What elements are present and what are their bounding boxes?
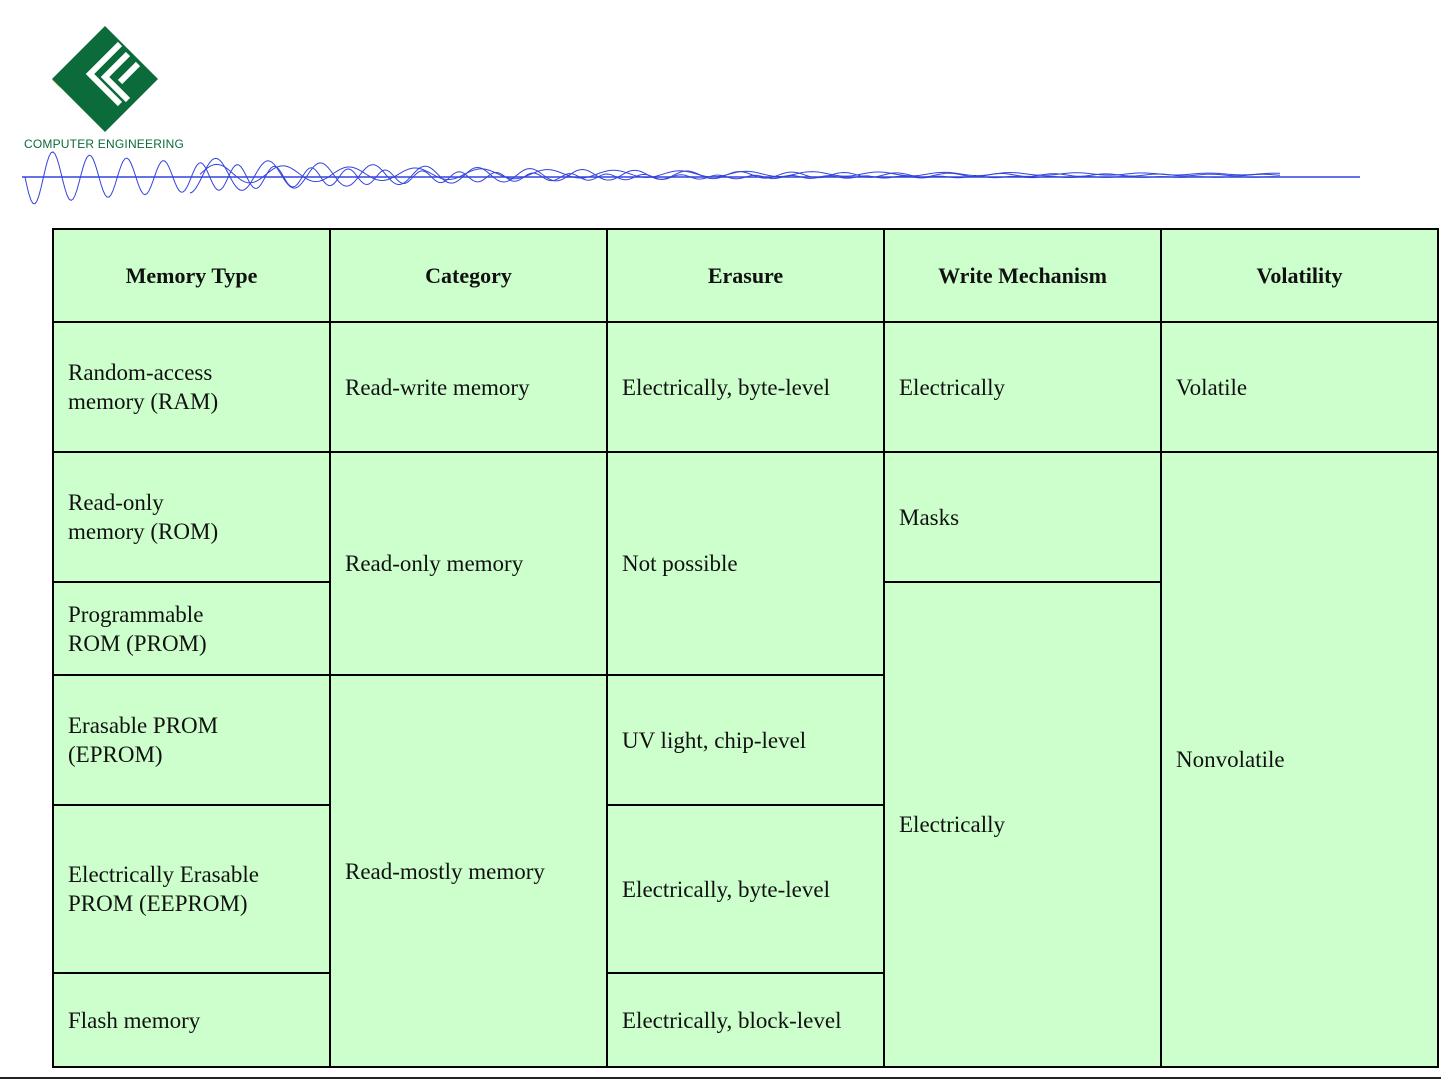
erasure-cell xyxy=(607,805,884,973)
category-cell xyxy=(330,322,607,452)
write-mechanism-cell xyxy=(884,452,1161,582)
erasure-ram: Electrically, byte-level xyxy=(622,374,830,400)
memory-type-cell xyxy=(53,322,330,452)
category-read-write: Read-write memory xyxy=(345,374,530,400)
table-row xyxy=(53,322,1438,452)
erasure-flash: Electrically, block-level xyxy=(622,1007,842,1033)
erasure-cell xyxy=(607,675,884,805)
bottom-divider xyxy=(0,1077,1441,1079)
memory-type-flash: Flash memory xyxy=(68,1007,201,1033)
memory-type-rom: Read-only memory (ROM) xyxy=(68,490,219,544)
memory-type-eeprom: Electrically Erasable PROM (EEPROM) xyxy=(68,862,259,916)
table-header-row xyxy=(53,229,1438,322)
category-read-mostly: Read-mostly memory xyxy=(345,858,545,884)
ce-logo-icon xyxy=(50,24,160,134)
logo xyxy=(22,20,192,155)
header-category: Category xyxy=(330,229,607,322)
logo-text: COMPUTER ENGINEERING xyxy=(24,137,185,151)
erasure-cell xyxy=(607,973,884,1067)
write-ram: Electrically xyxy=(899,374,1005,400)
erasure-cell xyxy=(607,452,884,675)
memory-type-cell xyxy=(53,973,330,1067)
write-mechanism-cell xyxy=(884,582,1161,1067)
volatility-cell xyxy=(1161,322,1438,452)
volatility-cell xyxy=(1161,452,1438,1067)
table-row xyxy=(53,452,1438,582)
write-mechanism-cell xyxy=(884,322,1161,452)
category-read-only: Read-only memory xyxy=(345,551,524,576)
erasure-cell xyxy=(607,322,884,452)
write-masks: Masks xyxy=(899,504,960,530)
header-memory-type: Memory Type xyxy=(53,229,330,322)
erasure-not-possible: Not possible xyxy=(622,551,738,576)
erasure-uv-light: UV light, chip-level xyxy=(622,727,807,753)
volatility-volatile: Volatile xyxy=(1176,374,1248,400)
header-volatility: Volatility xyxy=(1161,229,1438,322)
memory-type-ram: Random-access memory (RAM) xyxy=(68,360,219,414)
category-cell xyxy=(330,452,607,675)
decorative-wave xyxy=(0,150,1441,210)
category-cell xyxy=(330,675,607,1067)
memory-type-cell xyxy=(53,805,330,973)
header-erasure: Erasure xyxy=(607,229,884,322)
write-electrically: Electrically xyxy=(899,812,1005,837)
memory-type-cell xyxy=(53,582,330,675)
erasure-eeprom: Electrically, byte-level xyxy=(622,876,830,902)
memory-type-cell xyxy=(53,452,330,582)
memory-type-prom: Programmable ROM (PROM) xyxy=(68,601,207,656)
memory-types-table xyxy=(52,228,1439,1068)
memory-type-cell xyxy=(53,675,330,805)
volatility-nonvolatile: Nonvolatile xyxy=(1176,747,1285,772)
memory-type-eprom: Erasable PROM (EPROM) xyxy=(68,713,219,767)
header-write-mechanism: Write Mechanism xyxy=(884,229,1161,322)
